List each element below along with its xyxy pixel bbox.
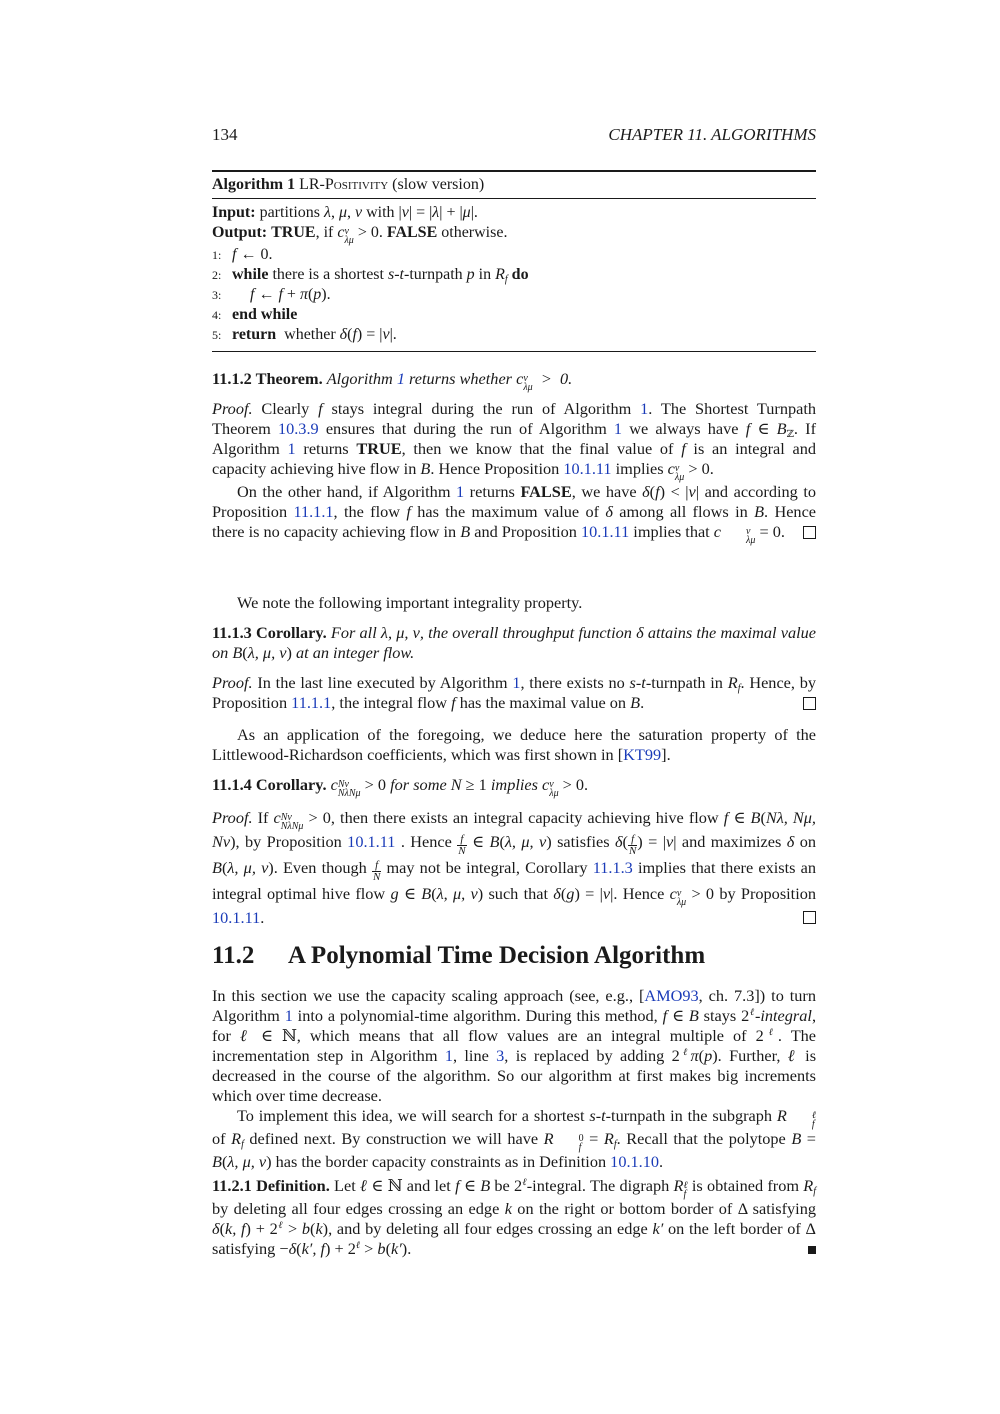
corollary-label: 11.1.4 Corollary.: [212, 775, 327, 794]
ref-algorithm[interactable]: 1: [512, 673, 521, 692]
section-heading: [212, 940, 816, 972]
definition-11-2-1: 11.2.1 Definition. Let ℓ ∈ ℕ and let f ∈ B be $2^\ell$-integral. The digraph R ℓ f is obtained from $R_f$ by deleting all four edges crossing an edge k on the right or bottom border of Δ satisfying δ(k, $f) + 2^\ell > b(k)$, and by deleting all four edges crossing an edge k′ on the left border of Δ satisfying −δ(k′, $f) + 2^\ell > b(k')$.: [212, 1176, 817, 1258]
algorithm-line: 3: f ← f + π(p).: [212, 286, 331, 303]
end-of-definition-mark: [808, 1246, 816, 1254]
qed-symbol: [803, 697, 816, 710]
ref-citation[interactable]: KT99: [623, 745, 662, 764]
integrality-note: We note the following important integrality property.: [237, 593, 583, 612]
proof-label: Proof.: [212, 399, 253, 418]
algorithm-line: 5: return whether δ(f) = |ν|.: [212, 326, 397, 343]
algorithm-box: [212, 170, 816, 352]
ref-algorithm[interactable]: 1: [640, 399, 649, 418]
ref-citation[interactable]: AMO93: [644, 986, 699, 1005]
algorithm-output: Output: TRUE, if c ν λμ > 0. FALSE otherwise.: [212, 224, 508, 246]
saturation-paragraph: As an application of the foregoing, we deduce here the saturation property of the Littlewood-Richardson coefficients, which was first shown in [KT99].: [212, 725, 816, 764]
proof-label: Proof.: [212, 808, 253, 827]
algorithm-caption-label: Algorithm 1: [212, 176, 296, 193]
corollary-11-1-3: 11.1.3 Corollary. For all λ, μ, ν, the overall throughput function δ attains the maximal value on B(λ, μ, ν) at an integer flow.: [212, 623, 816, 662]
running-head: CHAPTER 11. ALGORITHMS: [608, 125, 816, 144]
ref-definition[interactable]: 10.1.10: [610, 1152, 660, 1171]
proof-label: Proof.: [212, 673, 253, 692]
ref-proposition[interactable]: 10.1.11: [212, 908, 261, 927]
ref-algorithm[interactable]: 1: [287, 439, 296, 458]
proof-corollary-11-1-3: Proof. In the last line executed by Algorithm 1, there exists no s-t-turnpath in $R_f$. Hence, by Proposition 11.1.1, the integral flow f has the maximal value on B.: [212, 673, 817, 712]
page-number: 134: [212, 125, 238, 144]
ref-proposition[interactable]: 11.1.1: [293, 502, 334, 521]
ref-proposition[interactable]: 10.1.11: [563, 459, 612, 478]
algorithm-line: 4: end while: [212, 306, 298, 323]
section-title: A Polynomial Time Decision Algorithm: [288, 942, 706, 969]
ref-proposition[interactable]: 11.1.1: [291, 693, 332, 712]
algorithm-caption: [212, 172, 816, 198]
algorithm-line: 2: while there is a shortest s-t-turnpath p in $R_f$ do: [212, 266, 529, 285]
qed-symbol: [803, 526, 816, 539]
definition-label: 11.2.1 Definition.: [212, 1176, 330, 1195]
corollary-label: 11.1.3 Corollary.: [212, 623, 327, 642]
algorithm-caption-name: LR-Positivity: [299, 176, 389, 193]
corollary-11-1-4: 11.1.4 Corollary. c Nν NλNμ > 0 for some N ≥ 1 implies c ν λμ > 0.: [212, 775, 589, 799]
proof-corollary-11-1-4: Proof. If c Nν NλNμ > 0, then there exists an integral capacity achieving hive flow f ∈ B(Nλ, Nμ, Nν), by Proposition 10.1.11 . Hence $\frac{f}{N}$ ∈ B(λ, μ, ν) satisfies δ( $\frac{f}{N}$ ) = |ν| and maximizes δ on B(λ, μ, ν). Even though $\frac{f}{N}$ may not be integral, Corollary 11.1.3 implies that there exists an integral optimal hive flow g ∈ B(λ, μ, ν) such that δ(g) = |ν|. Hence c ν λμ > 0 by Proposition 10.1.11.: [212, 808, 817, 927]
algorithm-line: 1: f ← 0.: [212, 246, 273, 263]
algorithm-bottom-rule: [212, 351, 816, 352]
input-label: Input:: [212, 204, 256, 221]
ref-algorithm[interactable]: 1: [396, 369, 405, 388]
section-number: 11.2: [212, 942, 255, 969]
ref-algorithm[interactable]: 1: [456, 482, 465, 501]
proof-theorem-11-1-2: Proof. Clearly f stays integral during the run of Algorithm 1. The Shortest Turnpath Theorem 10.3.9 ensures that during the run of Algorithm 1 we always have f ∈ $B_ℤ$. If Algorithm 1 returns TRUE, then we know that the final value of f is an integral and capacity achieving hive flow in B. Hence Proposition 10.1.11 implies c ν λμ > 0. On the other hand, if Algorithm 1 returns FALSE, we have δ(f) < |ν| and according to Proposition 11.1.1, the flow f has the maximum value of δ among all flows in B. Hence there is no capacity achieving flow in B and Proposition 10.1.11 implies that c ν λμ = 0.: [212, 399, 817, 546]
qed-symbol: [803, 911, 816, 924]
output-label: Output:: [212, 224, 268, 241]
algorithm-body: [212, 199, 816, 351]
ref-theorem[interactable]: 10.3.9: [277, 419, 319, 438]
ref-proposition[interactable]: 10.1.11: [580, 522, 630, 541]
algorithm-caption-suffix: (slow version): [392, 176, 485, 193]
ref-algorithm[interactable]: 1: [284, 1006, 293, 1025]
algorithm-input: Input: partitions λ, μ, ν with |ν| = |λ| + |μ|.: [212, 204, 478, 221]
ref-line[interactable]: 3: [496, 1046, 505, 1065]
ref-algorithm[interactable]: 1: [613, 419, 623, 438]
ref-algorithm[interactable]: 1: [444, 1046, 453, 1065]
theorem-label: 11.1.2 Theorem.: [212, 369, 323, 388]
ref-corollary[interactable]: 11.1.3: [592, 858, 633, 877]
section-intro: In this section we use the capacity scaling approach (see, e.g., [AMO93, ch. 7.3]) to turn Algorithm 1 into a polynomial-time algorithm. During this method, f ∈ B stays $2^\ell$-integral, for ℓ ∈ ℕ, which means that all flow values are an integral multiple of $2^\ell$. The incrementation step in Algorithm 1, line 3, is replaced by adding $2^\ell\pi(p)$. Further, ℓ is decreased in the course of the algorithm. So our algorithm at first makes big increments which over time decrease. To implement this idea, we will search for a shortest s-t-turnpath in the subgraph R ℓ f of $R_f$ defined next. By construction we will have R 0 f = $R_f$. Recall that the polytope B = B(λ, μ, ν) has the border capacity constraints as in Definition 10.1.10.: [212, 986, 817, 1171]
ref-proposition[interactable]: 10.1.11: [347, 832, 396, 851]
theorem-11-1-2: 11.1.2 Theorem. Algorithm 1 returns whether c ν λμ > 0.: [212, 369, 573, 393]
